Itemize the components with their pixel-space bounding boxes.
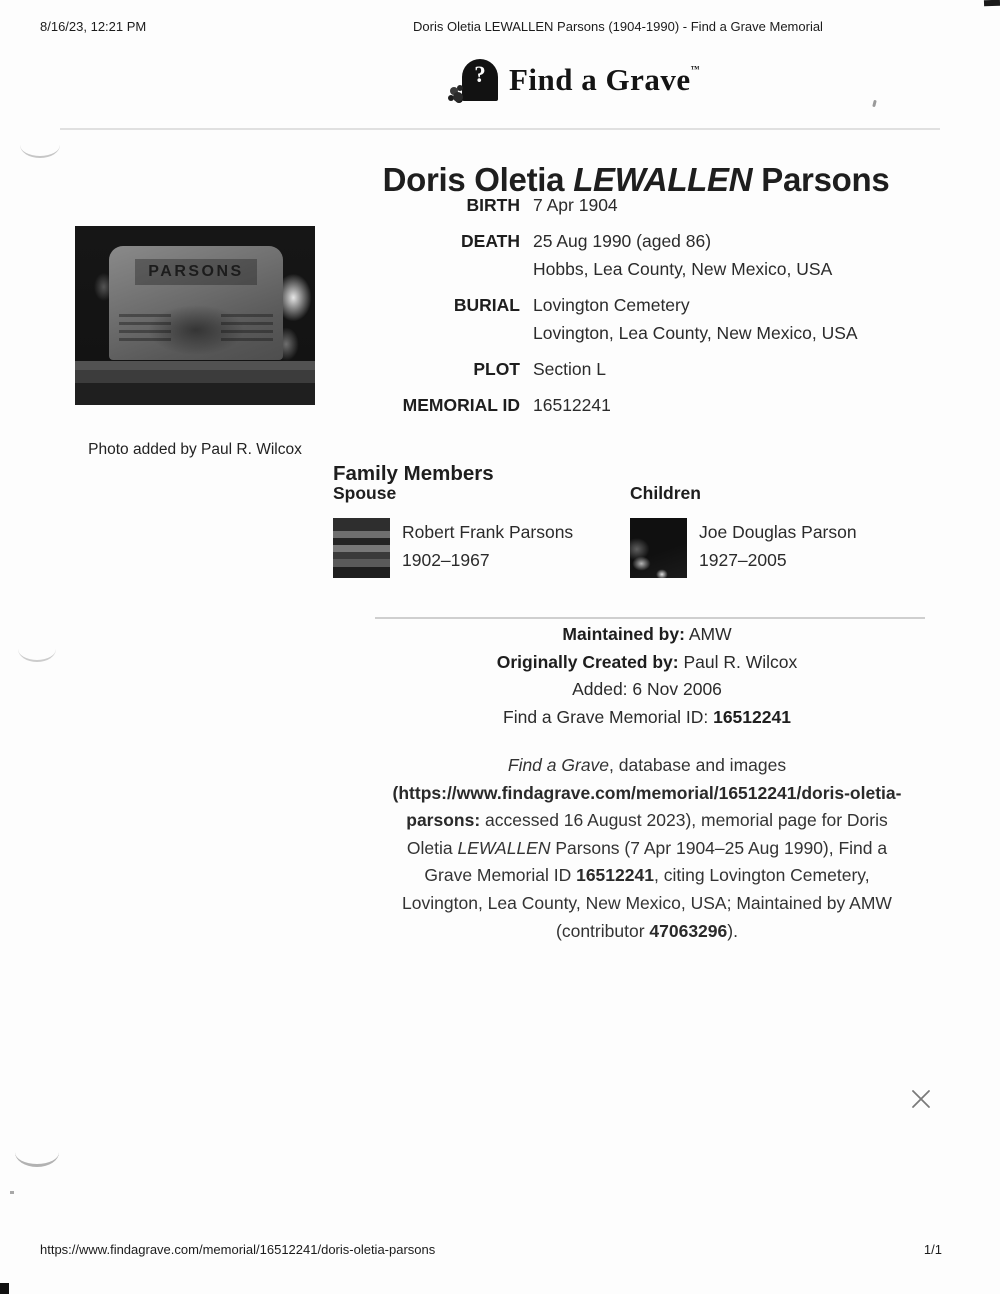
citation-segment: 16512241 bbox=[576, 865, 654, 886]
memorial-id-line bbox=[350, 704, 944, 732]
photo-ground bbox=[75, 361, 315, 405]
fact-value: 25 Aug 1990 (aged 86) bbox=[533, 231, 712, 251]
fact-label: BURIAL bbox=[453, 295, 520, 315]
created-by-line bbox=[350, 649, 944, 677]
footer-url: https://www.findagrave.com/memorial/16512241/doris-oletia-parsons bbox=[40, 1242, 436, 1257]
family-group-label: Spouse bbox=[333, 483, 397, 503]
citation-segment: ). bbox=[727, 920, 738, 941]
memorial-meta bbox=[350, 621, 944, 731]
fact-value: 7 Apr 1904 bbox=[533, 195, 618, 215]
family-member bbox=[333, 518, 573, 578]
member-name: Robert Frank Parsons bbox=[402, 522, 574, 542]
flowers-icon bbox=[453, 92, 463, 102]
gravestone-shape bbox=[109, 246, 283, 360]
member-photo-thumbnail bbox=[333, 518, 390, 578]
scan-artifact-corner bbox=[0, 1283, 9, 1294]
scan-artifact-speck bbox=[10, 1191, 14, 1194]
question-mark-glyph: ? bbox=[474, 62, 486, 87]
header-divider bbox=[60, 128, 940, 130]
family-group-children bbox=[630, 483, 857, 578]
gravestone-photo bbox=[75, 226, 315, 405]
name-last: Parsons bbox=[761, 161, 890, 199]
scan-artifact-corner bbox=[984, 0, 1000, 6]
fact-label: BIRTH bbox=[466, 195, 520, 215]
citation-segment: , citing Lovington Cemetery, Lovington, Lea County, New Mexico, USA; Maintained by AMW (contributor bbox=[402, 865, 892, 941]
scan-artifact-arc bbox=[20, 132, 60, 158]
maintained-by-value: AMW bbox=[684, 624, 732, 644]
fact-row-birth bbox=[340, 191, 950, 219]
print-datetime: 8/16/23, 12:21 PM bbox=[40, 19, 147, 34]
added-line: Added: 6 Nov 2006 bbox=[572, 679, 722, 699]
name-maiden: LEWALLEN bbox=[573, 161, 753, 199]
citation-segment: accessed 16 August 2023), memorial page for Doris Oletia bbox=[406, 810, 888, 858]
gravestone-emblem bbox=[148, 305, 244, 355]
close-icon[interactable] bbox=[910, 1088, 932, 1110]
section-divider bbox=[375, 617, 925, 619]
fact-label: DEATH bbox=[461, 231, 520, 251]
family-members-heading: Family Members bbox=[333, 462, 494, 485]
maintained-by-line bbox=[350, 621, 944, 649]
fact-row-plot bbox=[340, 355, 950, 383]
footer-page-number: 1/1 bbox=[923, 1242, 942, 1257]
fact-value: Hobbs, Lea County, New Mexico, USA bbox=[533, 259, 833, 279]
created-by-label: Originally Created by: bbox=[496, 651, 679, 672]
member-photo-thumbnail bbox=[630, 518, 687, 578]
tombstone-icon bbox=[462, 59, 498, 101]
fact-row-memorial-id bbox=[340, 391, 950, 419]
scan-artifact-speck bbox=[872, 100, 877, 108]
fact-row-death bbox=[340, 227, 950, 283]
logo-text: Find a Grave bbox=[509, 62, 691, 97]
maintained-by-label: Maintained by: bbox=[562, 624, 685, 644]
fact-row-burial bbox=[340, 291, 950, 347]
fact-value: 16512241 bbox=[533, 395, 611, 415]
trademark-symbol: ™ bbox=[690, 64, 700, 74]
member-years: 1927–2005 bbox=[699, 549, 787, 570]
gravestone-name-panel: PARSONS bbox=[135, 259, 257, 285]
citation-segment: LEWALLEN bbox=[457, 837, 551, 858]
fact-label: PLOT bbox=[473, 359, 520, 379]
fact-value: Lovington Cemetery bbox=[533, 295, 690, 315]
created-by-value: Paul R. Wilcox bbox=[678, 651, 798, 672]
citation-segment: , database and images bbox=[609, 755, 787, 775]
memorial-id-value: 16512241 bbox=[713, 706, 791, 727]
fact-value: Section L bbox=[533, 359, 606, 379]
photo-caption: Photo added by Paul R. Wilcox bbox=[88, 441, 302, 458]
name-first: Doris Oletia bbox=[382, 161, 565, 199]
citation-segment: 47063296 bbox=[649, 920, 728, 941]
source-citation bbox=[383, 752, 911, 945]
family-member bbox=[630, 518, 857, 578]
member-years: 1902–1967 bbox=[402, 549, 490, 570]
memorial-facts bbox=[340, 191, 950, 427]
citation-segment: Find a Grave bbox=[507, 755, 610, 775]
scan-artifact-arc bbox=[15, 1138, 59, 1167]
print-doc-title: Doris Oletia LEWALLEN Parsons (1904-1990) - Find a Grave Memorial bbox=[413, 19, 823, 34]
fact-value: Lovington, Lea County, New Mexico, USA bbox=[533, 323, 858, 343]
logo-wordmark bbox=[509, 62, 700, 98]
family-group-spouse bbox=[333, 483, 573, 578]
memorial-id-label: Find a Grave Memorial ID: bbox=[503, 706, 714, 727]
citation-segment: Parsons (7 Apr 1904–25 Aug 1990), Find a Grave Memorial ID bbox=[424, 837, 888, 886]
member-name: Joe Douglas Parson bbox=[699, 522, 857, 542]
family-group-label: Children bbox=[630, 483, 701, 503]
find-a-grave-logo bbox=[462, 56, 700, 104]
citation-segment: (https://www.findagrave.com/memorial/16512241/doris-oletia-parsons: bbox=[392, 782, 902, 831]
scan-artifact-arc bbox=[18, 636, 56, 662]
fact-label: MEMORIAL ID bbox=[402, 395, 520, 415]
